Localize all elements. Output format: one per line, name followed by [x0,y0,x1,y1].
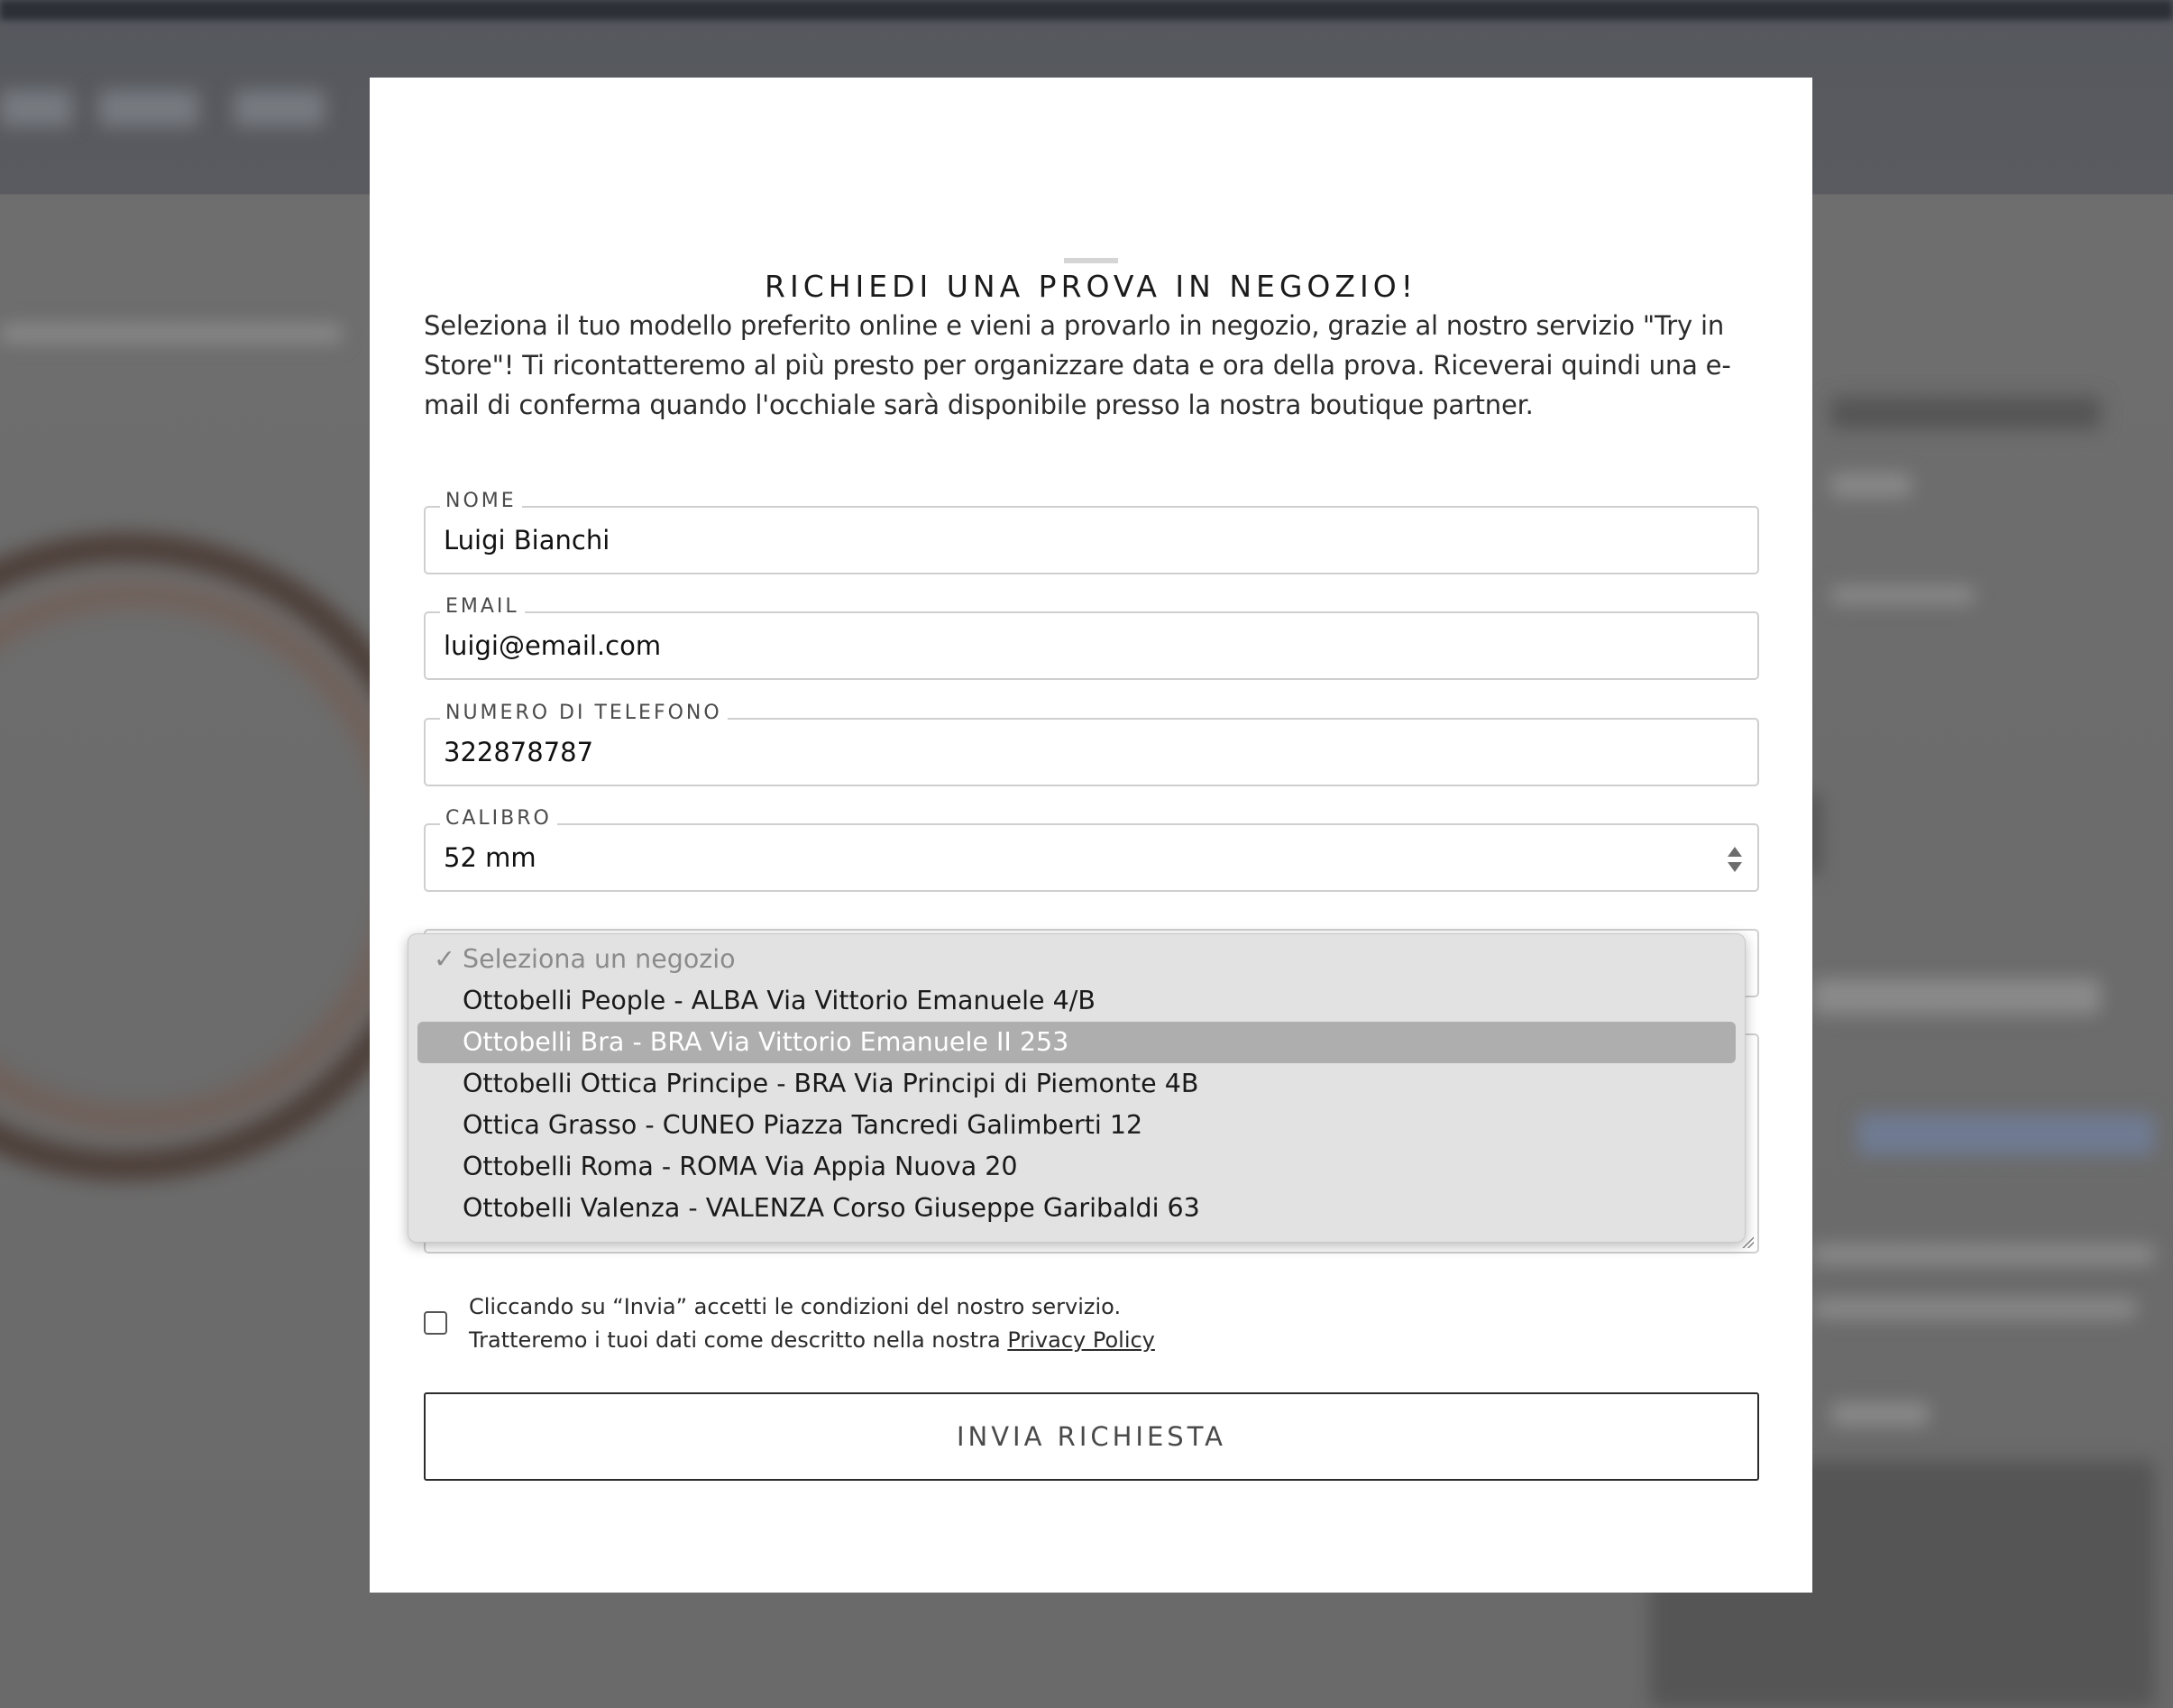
privacy-policy-link[interactable]: Privacy Policy [1007,1327,1155,1353]
email-field-value[interactable]: luigi@email.com [444,630,662,661]
store-option[interactable]: Ottobelli People - ALBA Via Vittorio Emanuele 4/B [463,986,1096,1015]
select-arrows-icon [1727,847,1743,872]
background-text [1830,473,1912,497]
store-option-placeholder[interactable] [417,939,1736,980]
store-option-highlighted[interactable]: Ottobelli Bra - BRA Via Vittorio Emanuele II 253 [417,1022,1736,1063]
store-option[interactable]: Ottobelli Valenza - VALENZA Corso Giuseppe Garibaldi 63 [463,1193,1200,1223]
background-text [1830,586,1975,604]
consent-text [469,1290,1155,1357]
calibro-select[interactable] [424,807,1759,892]
background-text [1830,1402,1930,1426]
try-in-store-modal [370,78,1812,1593]
phone-field-value[interactable]: 322878787 [444,737,594,767]
background-nav-item [99,90,198,126]
consent-checkbox[interactable] [424,1311,447,1335]
consent-row [424,1290,1759,1363]
calibro-select-label: CALIBRO [440,805,557,832]
name-field[interactable] [424,490,1759,574]
background-text [1830,397,2101,429]
store-option-label: Seleziona un negozio [463,944,736,974]
submit-request-button[interactable]: INVIA RICHIESTA [424,1392,1759,1481]
consent-line-2 [469,1324,1155,1357]
email-field-label: EMAIL [440,593,525,620]
store-option[interactable]: Ottica Grasso - CUNEO Piazza Tancredi Galimberti 12 [463,1110,1143,1140]
calibro-select-value[interactable]: 52 mm [444,842,536,873]
modal-intro-text: Seleziona il tuo modello preferito online e vieni a provarlo in negozio, grazie al nostro servizio "Try in Store"! Ti ricontatteremo al più presto per organizzare data e ora della prova. Riceverai quindi una e-mail di conferma quando l'occhiale sarà disponibile presso la nostra boutique partner. [424,310,1731,420]
background-text [1812,1244,2155,1264]
store-option[interactable]: Ottobelli Ottica Principe - BRA Via Principi di Piemonte 4B [463,1069,1199,1098]
modal-title: RICHIEDI UNA PROVA IN NEGOZIO! [765,269,1417,304]
store-option[interactable]: Ottobelli Roma - ROMA Via Appia Nuova 20 [463,1152,1018,1181]
consent-line-1: Cliccando su “Invia” accetti le condizioni del nostro servizio. [469,1294,1122,1319]
background-topbar [0,0,2173,20]
name-field-label: NOME [440,488,522,515]
background-text [0,325,343,343]
checkmark-icon: ✓ [434,944,455,974]
background-nav-item [0,90,72,126]
store-dropdown-list[interactable] [408,933,1746,1243]
email-field[interactable] [424,595,1759,680]
consent-line-2-text: Tratteremo i tuoi dati come descritto nella nostra [469,1327,1001,1353]
background-text [1812,1299,2137,1318]
background-button [1857,1114,2155,1155]
name-field-value[interactable]: Luigi Bianchi [444,525,610,556]
title-divider [1064,258,1118,263]
phone-field[interactable] [424,702,1759,786]
phone-field-label: NUMERO DI TELEFONO [440,700,728,727]
background-text [1812,978,2101,1015]
background-nav-item [234,90,325,126]
